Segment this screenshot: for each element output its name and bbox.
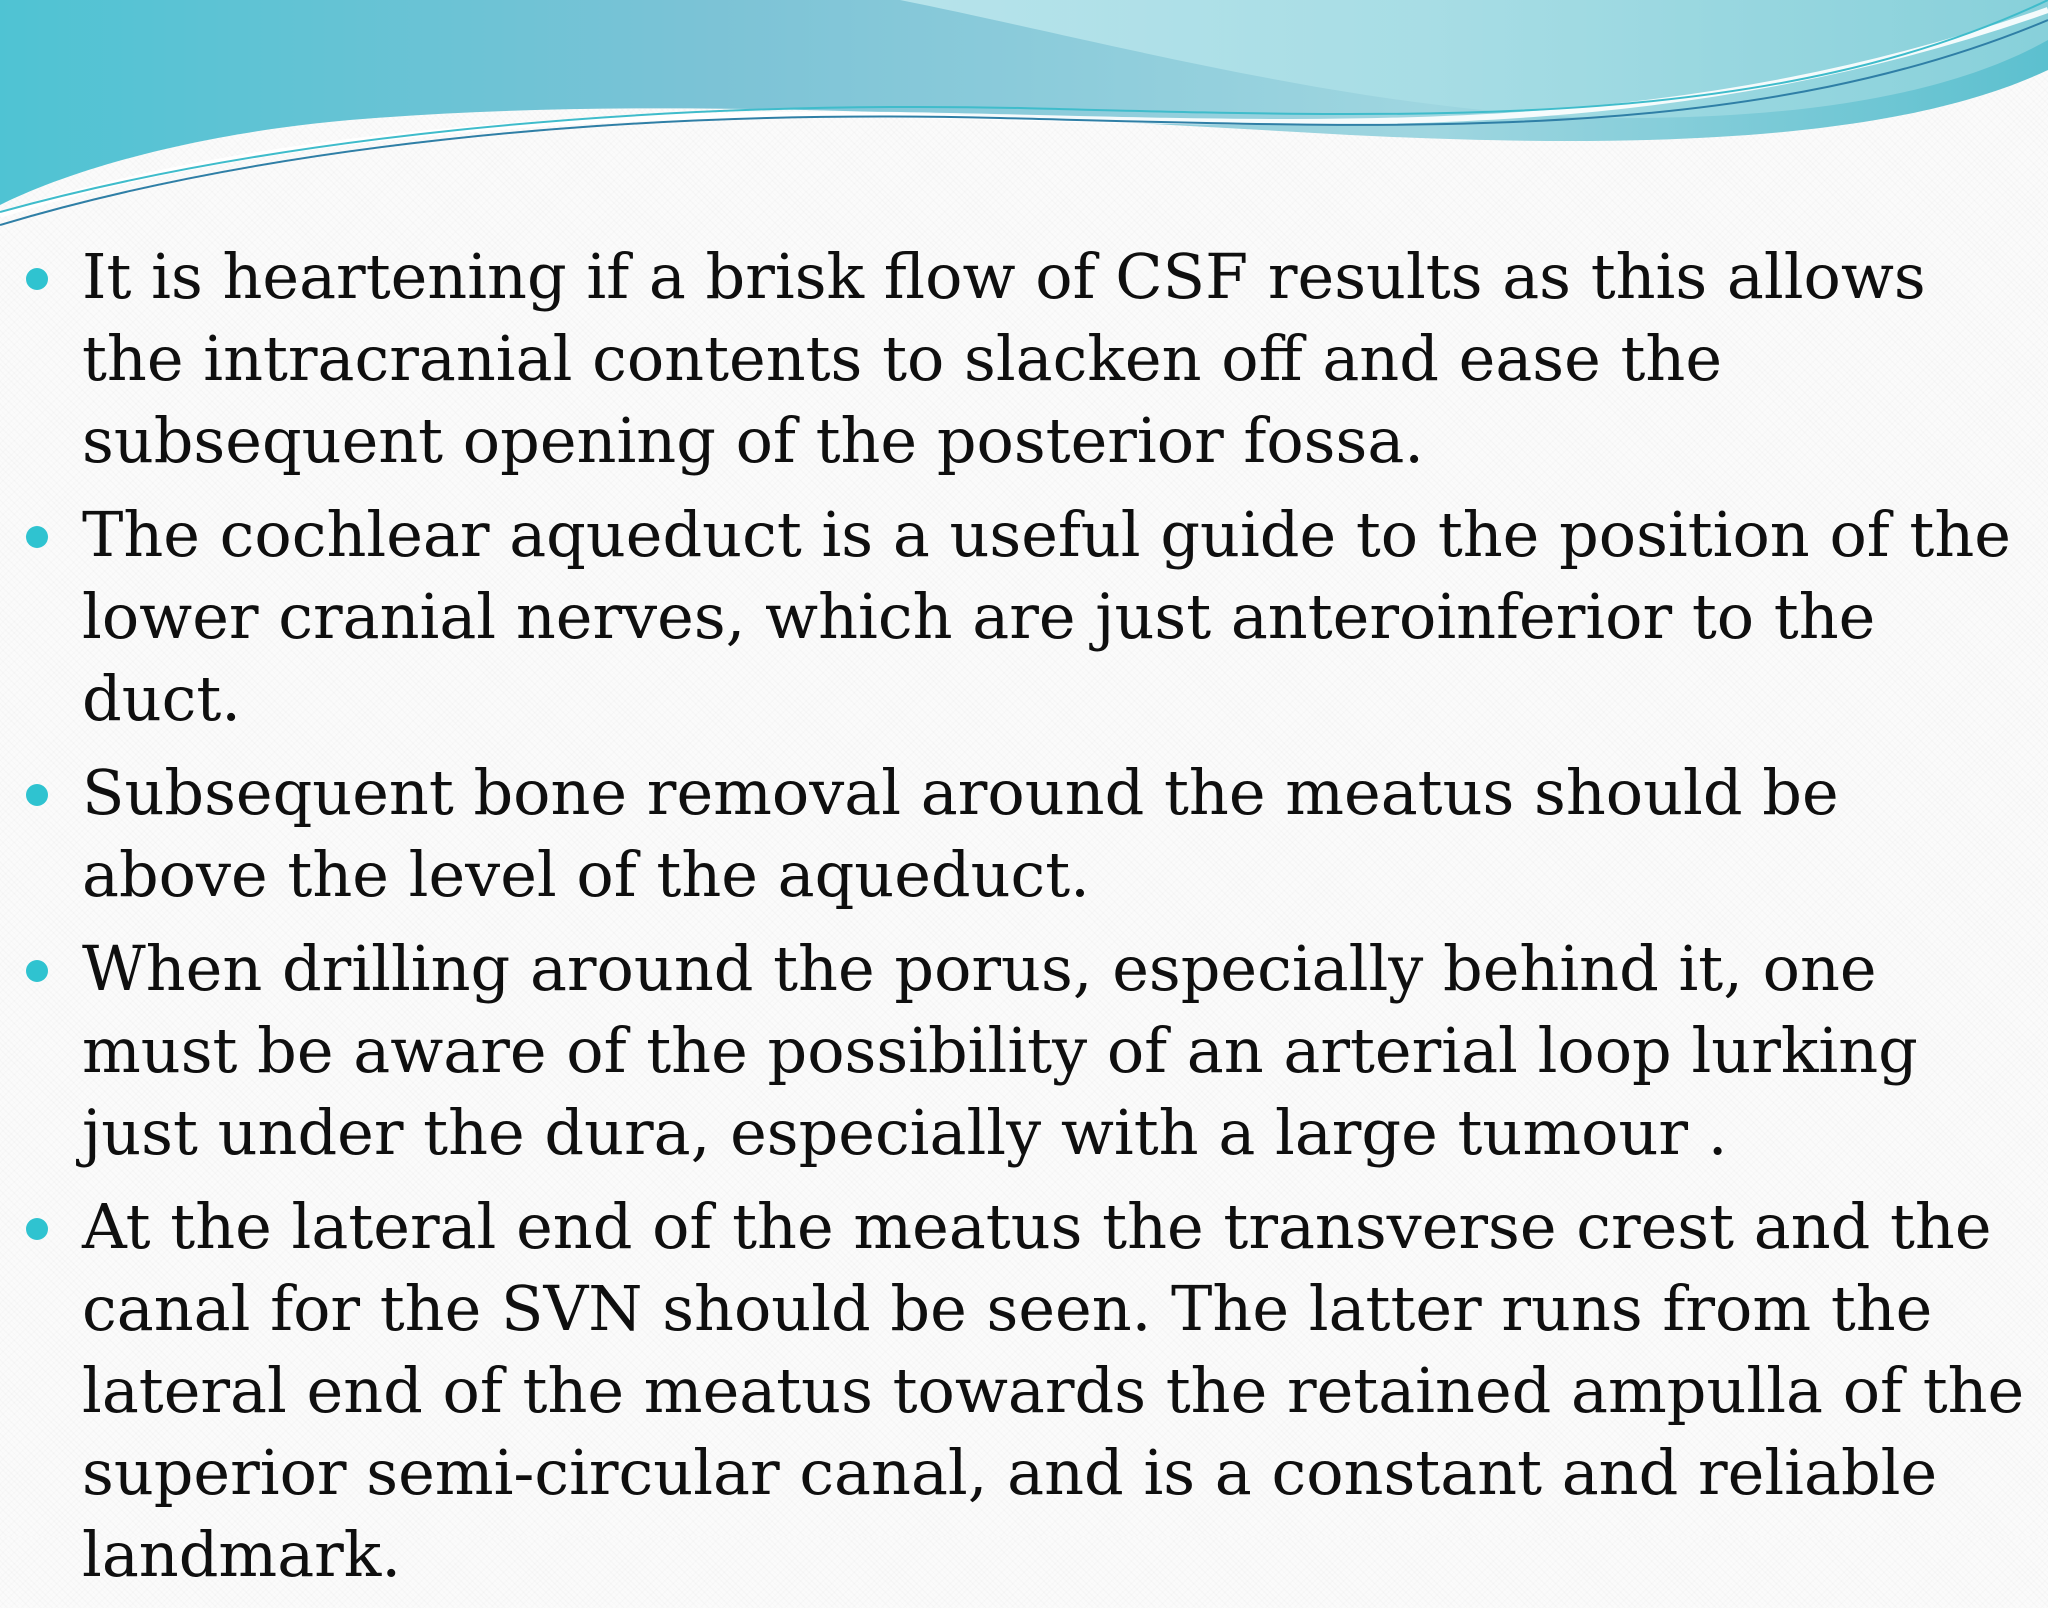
bullet-list [22,236,2032,1596]
bullet-item [22,236,2032,482]
bullet-dot-icon [26,960,48,982]
bullet-text: At the lateral end of the meatus the transverse crest and the canal for the SVN should be seen. The latter runs from the lateral end of the meatus towards the retained ampulla of the superior semi-circular canal, and is a constant and reliable landmark. [82,1190,2025,1591]
bullet-item [22,1186,2032,1596]
bullet-text: When drilling around the porus, especially behind it, one must be aware of the possibility of an arterial loop lurking just under the dura, especially with a large tumour . [82,932,1918,1169]
bullet-text: It is heartening if a brisk flow of CSF results as this allows the intracranial contents to slacken off and ease the subsequent opening of the posterior fossa. [82,240,1926,477]
decorative-wave-header [0,0,2048,240]
slide-body [22,236,2032,1608]
bullet-dot-icon [26,1218,48,1240]
bullet-dot-icon [26,526,48,548]
bullet-item [22,752,2032,916]
bullet-text: Subsequent bone removal around the meatus should be above the level of the aqueduct. [82,756,1839,911]
bullet-item [22,494,2032,740]
bullet-dot-icon [26,268,48,290]
bullet-item [22,928,2032,1174]
bullet-dot-icon [26,784,48,806]
bullet-text: The cochlear aqueduct is a useful guide to the position of the lower cranial nerves, which are just anteroinferior to the duct. [82,498,2011,735]
